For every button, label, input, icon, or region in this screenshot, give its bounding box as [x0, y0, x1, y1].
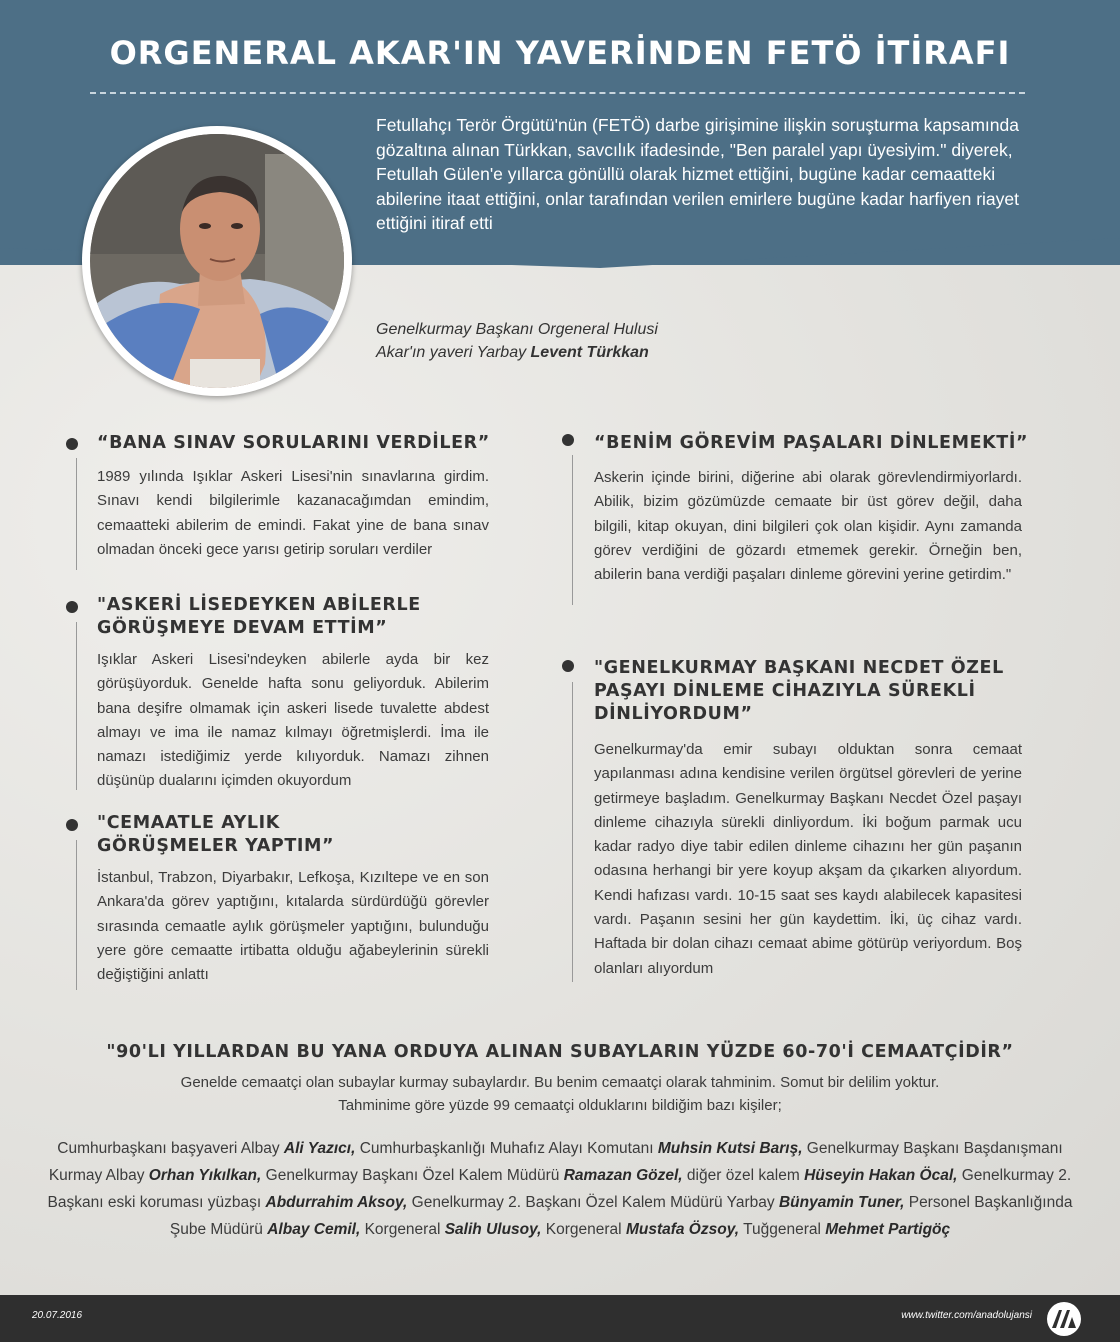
section-bullet [66, 819, 78, 831]
name-role: diğer özel kalem [682, 1167, 805, 1184]
section-title-monthly [97, 812, 334, 858]
agency-logo-icon [1046, 1301, 1082, 1337]
section-body-exam: 1989 yılında Işıklar Askeri Lisesi'nin sınavlarına girdim. Sınavı kendi bilgilerimle kazanacağımdan emindim, cemaatteki abilerim de emindi. Fakat yine de bana sınav olmadan önceki gece yarısı getirip soruları verdiler [97, 468, 489, 558]
title-line: DİNLİYORDUM” [594, 704, 753, 724]
section-line [572, 455, 573, 605]
name-role: Cumhurbaşkanlığı Muhafız Alayı Komutanı [355, 1140, 658, 1157]
person-name: Ali Yazıcı, [283, 1140, 356, 1157]
section-title-highschool [97, 594, 421, 640]
person-name: Albay Cemil, [267, 1221, 361, 1238]
intro-text: Fetullahçı Terör Örgütü'nün (FETÖ) darbe girişimine ilişkin soruşturma kapsamında gözaltına alınan Türkkan, savcılık ifadesinde, "Ben paralel yapı üyesiyim." diyerek, Fetullah Gülen'e yıllarca gönüllü olarak hizmet ettiğini, bugüne kadar cemaatteki abilerine itaat ettiğini, onlar tarafından verilen emirlere bugüne kadar harfiyen riayet ettiğini itiraf etti [376, 115, 1020, 233]
title-line: PAŞAYI DİNLEME CİHAZIYLA SÜREKLİ [594, 681, 976, 701]
bottom-intro-line: Genelde cemaatçi olan subaylar kurmay subaylardır. Bu benim cemaatçi olarak tahminim. Somut bir delilim yoktur. [180, 1074, 940, 1091]
person-name: Mehmet Partigöç [825, 1221, 951, 1238]
section-line [76, 840, 77, 990]
person-name: Muhsin Kutsi Barış, [657, 1140, 803, 1157]
person-name: Ramazan Gözel, [563, 1167, 683, 1184]
person-name: Bünyamin Tuner, [778, 1194, 905, 1211]
section-line [76, 622, 77, 790]
section-line [572, 682, 573, 982]
section-body-bugging: Genelkurmay'da emir subayı olduktan sonra cemaat yapılanması adına kendisine verilen örgütsel görevleri de yerine getirmeye başladım. Genelkurmay Başkanı Necdet Özel paşayı dinleme cihazıyla sürekli dinliyordum. İki boğum parmak ucu kadar radyo diye tabir edilen dinleme cihazını her gün paşanın odasına herhangi bir yere koyup akşam da çıkarken alıyordum. Kendi hafızası vardı. 10-15 saat ses kaydı alabilecek kapasitesi vardı. Paşanın sesini her gün kaydettim. İki, üç cihaz vardı. Haftada bir dolan cihazı cemaat abime götürüp veriyordum. Boş olanları alıyordum [594, 741, 1022, 977]
footer-date: 20.07.2016 [32, 1310, 83, 1321]
person-name: Salih Ulusoy, [444, 1221, 542, 1238]
portrait-image [90, 134, 344, 388]
caption-line-1: Genelkurmay Başkanı Orgeneral Hulusi [376, 321, 658, 338]
person-name: Abdurrahim Aksoy, [265, 1194, 408, 1211]
section-title-exam: “BANA SINAV SORULARINI VERDİLER” [97, 433, 490, 453]
title-line: "CEMAATLE AYLIK [97, 813, 280, 833]
portrait-photo [82, 126, 352, 396]
bottom-intro-line: Tahminime göre yüzde 99 cemaatçi olduklarını bildiğim bazı kişiler; [338, 1097, 782, 1114]
caption-prefix: Akar'ın yaveri Yarbay [376, 344, 531, 361]
person-name: Orhan Yıkılkan, [148, 1167, 262, 1184]
title-divider [90, 92, 1025, 94]
name-role: Personel Başkanlığında Şube Müdürü [169, 1194, 1073, 1238]
name-role: Tuğgeneral [739, 1221, 826, 1238]
person-name: Hüseyin Hakan Öcal, [804, 1167, 958, 1184]
section-bullet [562, 434, 574, 446]
section-body-listening: Askerin içinde birini, diğerine abi olarak görevlendirmiyorlardı. Abilik, bizim gözümüzde cemaate bir üst görev değil, daha bilgili, kitap okuyan, dini bilgileri çok olan kişidir. Aynı zamanda görev verdiğini de gözardı etmemek gerekir. Örneğin ben, abilerin bana verdiği paşaları dinleme görevini yerine getirdim." [594, 469, 1022, 584]
person-name: Mustafa Özsoy, [625, 1221, 740, 1238]
names-list [40, 1135, 1080, 1243]
section-body-monthly: İstanbul, Trabzon, Diyarbakır, Lefkoşa, Kızıltepe ve en son Ankara'da görev yaptığını, kıtalarda sürdürdüğü görevler sırasında cemaatle aylık görüşmeler yaptığını, bulunduğu yere göre cemaatte irtibatta olduğu ağabeylerinin sürekli değiştiğini anlattı [97, 869, 489, 984]
name-role: Genelkurmay 2. Başkanı eski koruması yüzbaşı [47, 1167, 1072, 1211]
footer-bar [0, 1295, 1120, 1342]
name-role: Korgeneral [541, 1221, 626, 1238]
title-line: "ASKERİ LİSEDEYKEN ABİLERLE [97, 595, 421, 615]
title-line: GÖRÜŞMEYE DEVAM ETTİM” [97, 618, 388, 638]
name-role: Cumhurbaşkanı başyaveri Albay [57, 1140, 284, 1157]
name-role: Genelkurmay Başkanı Özel Kalem Müdürü [261, 1167, 564, 1184]
section-bullet [562, 660, 574, 672]
title-line: "GENELKURMAY BAŞKANI NECDET ÖZEL [594, 658, 1004, 678]
caption-name: Levent Türkkan [530, 344, 649, 361]
photo-caption [376, 318, 696, 364]
name-role: Genelkurmay Başkanı Başdanışmanı Kurmay Albay [48, 1140, 1063, 1184]
section-bullet [66, 601, 78, 613]
section-title-bugging [594, 657, 1004, 726]
name-role: Genelkurmay 2. Başkanı Özel Kalem Müdürü Yarbay [407, 1194, 779, 1211]
name-role: Korgeneral [360, 1221, 445, 1238]
section-bullet [66, 438, 78, 450]
footer-twitter-link[interactable]: www.twitter.com/anadolujansi [901, 1310, 1032, 1321]
section-line [76, 458, 77, 570]
bottom-intro [0, 1071, 1120, 1117]
bottom-title: "90'LI YILLARDAN BU YANA ORDUYA ALINAN SUBAYLARIN YÜZDE 60-70'İ CEMAATÇİDİR” [106, 1042, 1014, 1062]
section-title-listening: “BENİM GÖREVİM PAŞALARI DİNLEMEKTİ” [594, 433, 1029, 453]
title-line: GÖRÜŞMELER YAPTIM” [97, 836, 335, 856]
caption-line-2 [376, 341, 696, 364]
section-body-highschool: Işıklar Askeri Lisesi'ndeyken abilerle ayda bir kez görüşüyorduk. Genelde hafta sonu geliyorduk. Abilerim bana deşifre olmamak için askeri lisede tuvalette abdest almayı ve ima ile namaz kılmayı öğretmişlerdi. İma ile namazı istediğimiz yerde kılıyorduk. Namazı zihnen düşünüp dualarını içimden okuyordum [97, 651, 489, 790]
page-title: ORGENERAL AKAR'IN YAVERİNDEN FETÖ İTİRAFI [109, 34, 1011, 72]
